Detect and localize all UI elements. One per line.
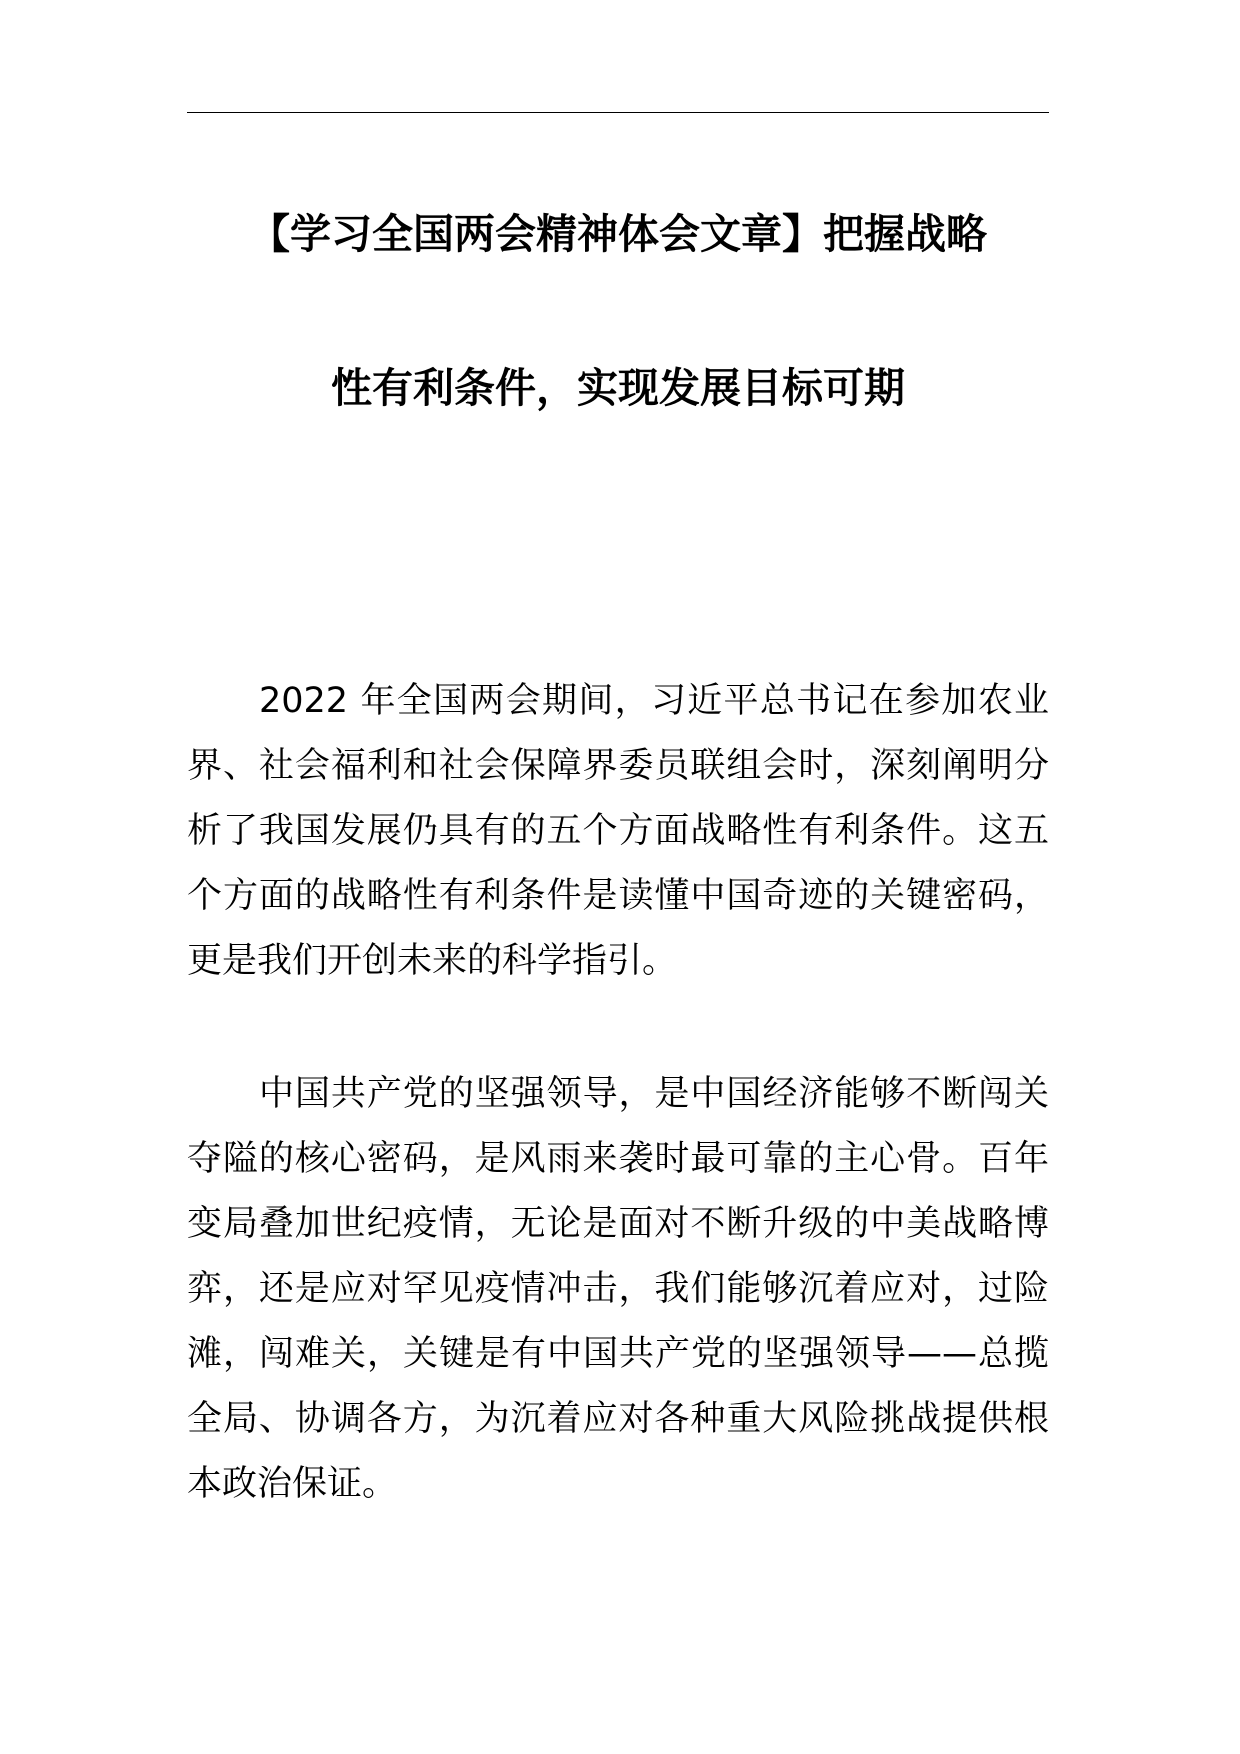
title-line-1: 【学习全国两会精神体会文章】把握战略 xyxy=(249,210,987,258)
paragraph-line: 本政治保证。 xyxy=(187,1464,398,1504)
paragraph-line: 滩，闯难关，关键是有中国共产党的坚强领导——总揽 xyxy=(187,1334,1049,1374)
paragraph-1 xyxy=(187,669,1049,994)
paragraph-line: 中国共产党的坚强领导，是中国经济能够不断闯关 xyxy=(259,1074,1049,1114)
paragraph-line: 夺隘的核心密码，是风雨来袭时最可靠的主心骨。百年 xyxy=(187,1139,1049,1179)
title-line-2: 性有利条件，实现发展目标可期 xyxy=(331,364,905,412)
paragraph-line: 析了我国发展仍具有的五个方面战略性有利条件。这五 xyxy=(187,811,1049,851)
paragraph-line: 变局叠加世纪疫情，无论是面对不断升级的中美战略博 xyxy=(187,1204,1049,1244)
paragraph-line: 个方面的战略性有利条件是读懂中国奇迹的关键密码， xyxy=(187,876,1049,916)
header-rule xyxy=(187,112,1049,113)
paragraph-line: 界、社会福利和社会保障界委员联组会时，深刻阐明分 xyxy=(187,746,1049,786)
paragraph-line: 2022 年全国两会期间，习近平总书记在参加农业 xyxy=(259,681,1049,721)
paragraph-line: 弈，还是应对罕见疫情冲击，我们能够沉着应对，过险 xyxy=(187,1269,1049,1309)
paragraph-line: 全局、协调各方，为沉着应对各种重大风险挑战提供根 xyxy=(187,1399,1049,1439)
paragraph-line: 更是我们开创未来的科学指引。 xyxy=(187,941,678,981)
paragraph-2 xyxy=(187,1062,1049,1517)
